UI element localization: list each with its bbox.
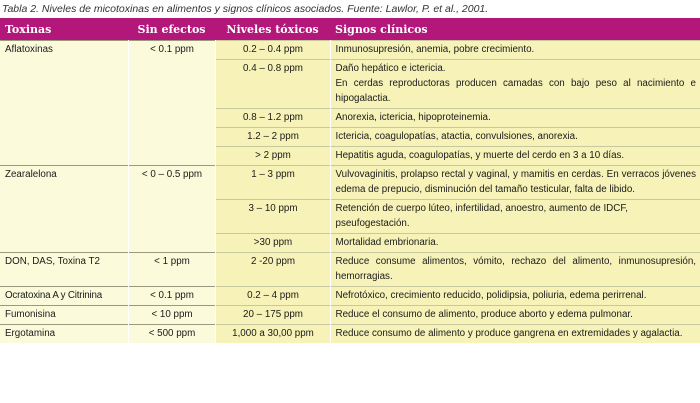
table-row: [0, 325, 700, 344]
toxin-name: DON, DAS, Toxina T2: [0, 253, 128, 287]
toxic-level: >30 ppm: [215, 234, 330, 253]
clinical-signs: Vulvovaginitis, prolapso rectal y vaginal, y mamitis en cerdas. En verracos jóvenes edema de prepucio, disminución del tamaño testicular, falta de libido.: [330, 166, 700, 200]
table-row: [0, 253, 700, 287]
clinical-signs: Nefrotóxico, crecimiento reducido, polidipsia, poliuria, edema perirrenal.: [330, 287, 700, 306]
toxic-level: 1 – 3 ppm: [215, 166, 330, 200]
toxic-level: 0.2 – 4 ppm: [215, 287, 330, 306]
clinical-signs: Ictericia, coagulopatías, atactia, convulsiones, anorexia.: [330, 128, 700, 147]
no-effect-level: < 0.1 ppm: [128, 287, 215, 306]
clinical-signs: [330, 60, 700, 109]
clinical-signs: Inmunosupresión, anemia, pobre crecimiento.: [330, 41, 700, 60]
header-sin-efectos: Sin efectos: [128, 18, 215, 41]
toxic-level: 20 – 175 ppm: [215, 306, 330, 325]
no-effect-level: < 1 ppm: [128, 253, 215, 287]
clinical-signs: Reduce el consumo de alimento, produce aborto y edema pulmonar.: [330, 306, 700, 325]
table-row: [0, 41, 700, 60]
no-effect-level: < 0.1 ppm: [128, 41, 215, 166]
toxic-level: 1,000 a 30,00 ppm: [215, 325, 330, 344]
toxic-level: 3 – 10 ppm: [215, 200, 330, 234]
clinical-signs-line: Daño hepático e ictericia.: [335, 63, 446, 74]
toxin-name: Zearalelona: [0, 166, 128, 253]
toxic-level: 0.8 – 1.2 ppm: [215, 109, 330, 128]
mycotoxin-table: [0, 18, 700, 343]
toxic-level: 0.4 – 0.8 ppm: [215, 60, 330, 109]
header-niveles-toxicos: Niveles tóxicos: [215, 18, 330, 41]
header-signos-clinicos: Signos clínicos: [330, 18, 700, 41]
toxin-name: Ocratoxina A y Citrinina: [0, 287, 128, 306]
clinical-signs: Anorexia, ictericia, hipoproteinemia.: [330, 109, 700, 128]
table-header-row: [0, 18, 700, 41]
clinical-signs: Hepatitis aguda, coagulopatías, y muerte del cerdo en 3 a 10 días.: [330, 147, 700, 166]
clinical-signs: Reduce consume alimentos, vómito, rechazo del alimento, inmunosupresión, hemorragias.: [330, 253, 700, 287]
clinical-signs: Retención de cuerpo lúteo, infertilidad, anoestro, aumento de IDCF, pseufogestación.: [330, 200, 700, 234]
toxic-level: 0.2 – 0.4 ppm: [215, 41, 330, 60]
table-caption: Tabla 2. Niveles de micotoxinas en alimentos y signos clínicos asociados. Fuente: Lawlor, P. et al., 2001.: [2, 3, 489, 15]
table-row: [0, 287, 700, 306]
table-row: [0, 166, 700, 200]
toxic-level: 1.2 – 2 ppm: [215, 128, 330, 147]
no-effect-level: < 0 – 0.5 ppm: [128, 166, 215, 253]
table-row: [0, 306, 700, 325]
no-effect-level: < 500 ppm: [128, 325, 215, 344]
clinical-signs-line: En cerdas reproductoras producen camadas con bajo peso al nacimiento e hipogalactia.: [335, 78, 696, 104]
no-effect-level: < 10 ppm: [128, 306, 215, 325]
clinical-signs: Mortalidad embrionaria.: [330, 234, 700, 253]
clinical-signs: Reduce consumo de alimento y produce gangrena en extremidades y agalactia.: [330, 325, 700, 344]
toxin-name: Ergotamina: [0, 325, 128, 344]
toxic-level: 2 -20 ppm: [215, 253, 330, 287]
toxin-name: Fumonisina: [0, 306, 128, 325]
toxic-level: > 2 ppm: [215, 147, 330, 166]
header-toxinas: Toxinas: [0, 18, 128, 41]
toxin-name: Aflatoxinas: [0, 41, 128, 166]
